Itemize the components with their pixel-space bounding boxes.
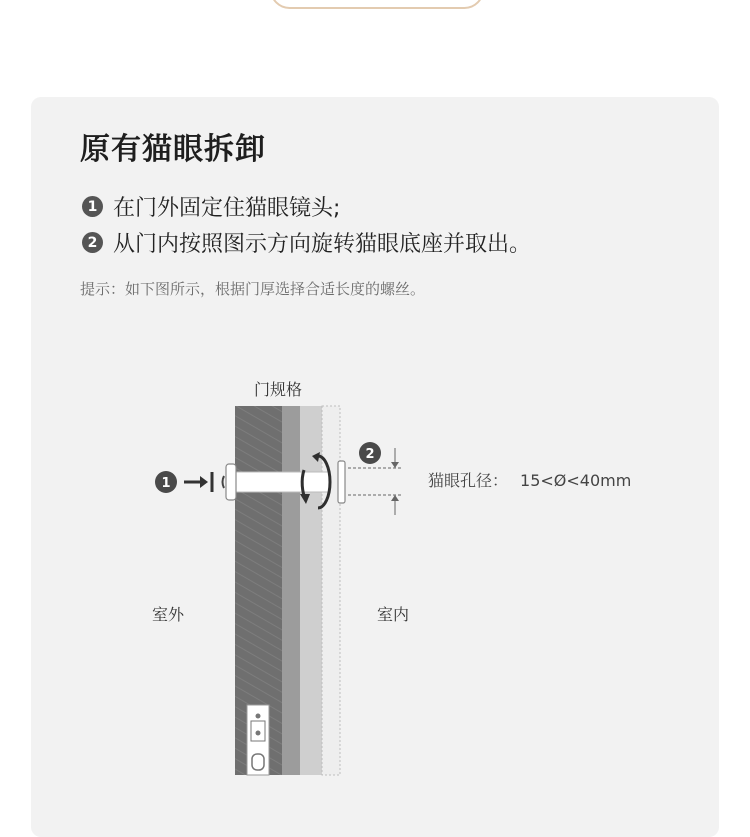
hole-size-value: 15<Ø<40mm	[520, 471, 632, 490]
step2-marker-number: 2	[365, 447, 375, 462]
peephole-base-flange	[338, 461, 345, 503]
section-title: 原有猫眼拆卸	[80, 132, 266, 167]
door-middle-layer	[282, 406, 300, 775]
door-spec-label: 门规格	[254, 380, 303, 399]
step-text: 在门外固定住猫眼镜头;	[113, 196, 341, 221]
peephole-lens-cap	[226, 464, 236, 500]
outdoor-label: 室外	[152, 605, 185, 624]
step1-marker-number: 1	[161, 476, 171, 491]
step-number-badge: 1	[82, 196, 103, 217]
peephole-barrel	[232, 472, 330, 492]
tip-text: 提示：如下图所示，根据门厚选择合适长度的螺丝。	[80, 280, 426, 298]
step-number-badge: 2	[82, 232, 103, 253]
indoor-label: 室内	[377, 605, 410, 624]
door-inner-layer	[300, 406, 322, 775]
hole-size-caption: 猫眼孔径：	[428, 471, 509, 490]
step-text: 从门内按照图示方向旋转猫眼底座并取出。	[113, 232, 532, 257]
